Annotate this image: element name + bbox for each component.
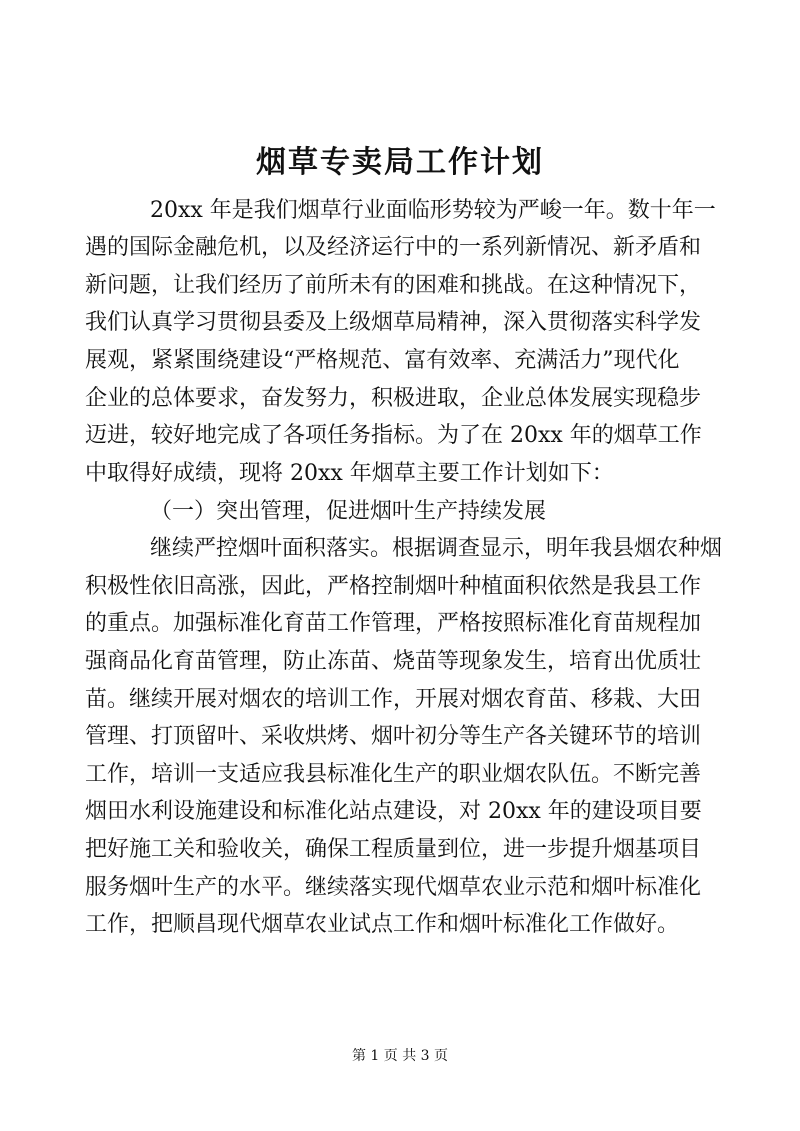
body-line: 中取得好成绩，现将 20xx 年烟草主要工作计划如下： [85,461,614,486]
body-line: 管理、打顶留叶、采收烘烤、烟叶初分等生产各关键环节的培训 [85,724,702,749]
body-line: 20xx 年是我们烟草行业面临形势较为严峻一年。数十年一 [150,198,716,223]
section-heading: （一）突出管理，促进烟叶生产持续发展 [150,499,547,524]
body-line: 积极性依旧高涨，因此，严格控制烟叶种植面积依然是我县工作 [85,574,702,599]
page-footer: 第 1 页 共 3 页 [351,1048,449,1064]
body-line: 遇的国际金融危机，以及经济运行中的一系列新情况、新矛盾和 [85,235,702,260]
body-line: 迈进，较好地完成了各项任务指标。为了在 20xx 年的烟草工作 [85,423,702,448]
document-title: 烟草专卖局工作计划 [256,145,544,180]
body-line: 继续严控烟叶面积落实。根据调查显示，明年我县烟农种烟 [150,536,723,561]
body-line: 新问题，让我们经历了前所未有的困难和挑战。在这种情况下， [85,273,702,298]
body-line: 工作，把顺昌现代烟草农业试点工作和烟叶标准化工作做好。 [85,912,680,937]
body-line: 工作，培训一支适应我县标准化生产的职业烟农队伍。不断完善 [85,762,702,787]
body-line: 我们认真学习贯彻县委及上级烟草局精神，深入贯彻落实科学发 [85,310,702,335]
body-line: 的重点。加强标准化育苗工作管理，严格按照标准化育苗规程加 [85,611,702,636]
body-line: 苗。继续开展对烟农的培训工作，开展对烟农育苗、移栽、大田 [85,687,702,712]
body-line: 烟田水利设施建设和标准化站点建设，对 20xx 年的建设项目要 [85,799,702,824]
body-line: 服务烟叶生产的水平。继续落实现代烟草农业示范和烟叶标准化 [85,875,702,900]
body-line: 企业的总体要求，奋发努力，积极进取，企业总体发展实现稳步 [85,386,702,411]
body-line: 把好施工关和验收关，确保工程质量到位，进一步提升烟基项目 [85,837,702,862]
body-line: 强商品化育苗管理，防止冻苗、烧苗等现象发生，培育出优质壮 [85,649,702,674]
body-line: 展观，紧紧围绕建设“严格规范、富有效率、充满活力”现代化 [85,348,680,373]
